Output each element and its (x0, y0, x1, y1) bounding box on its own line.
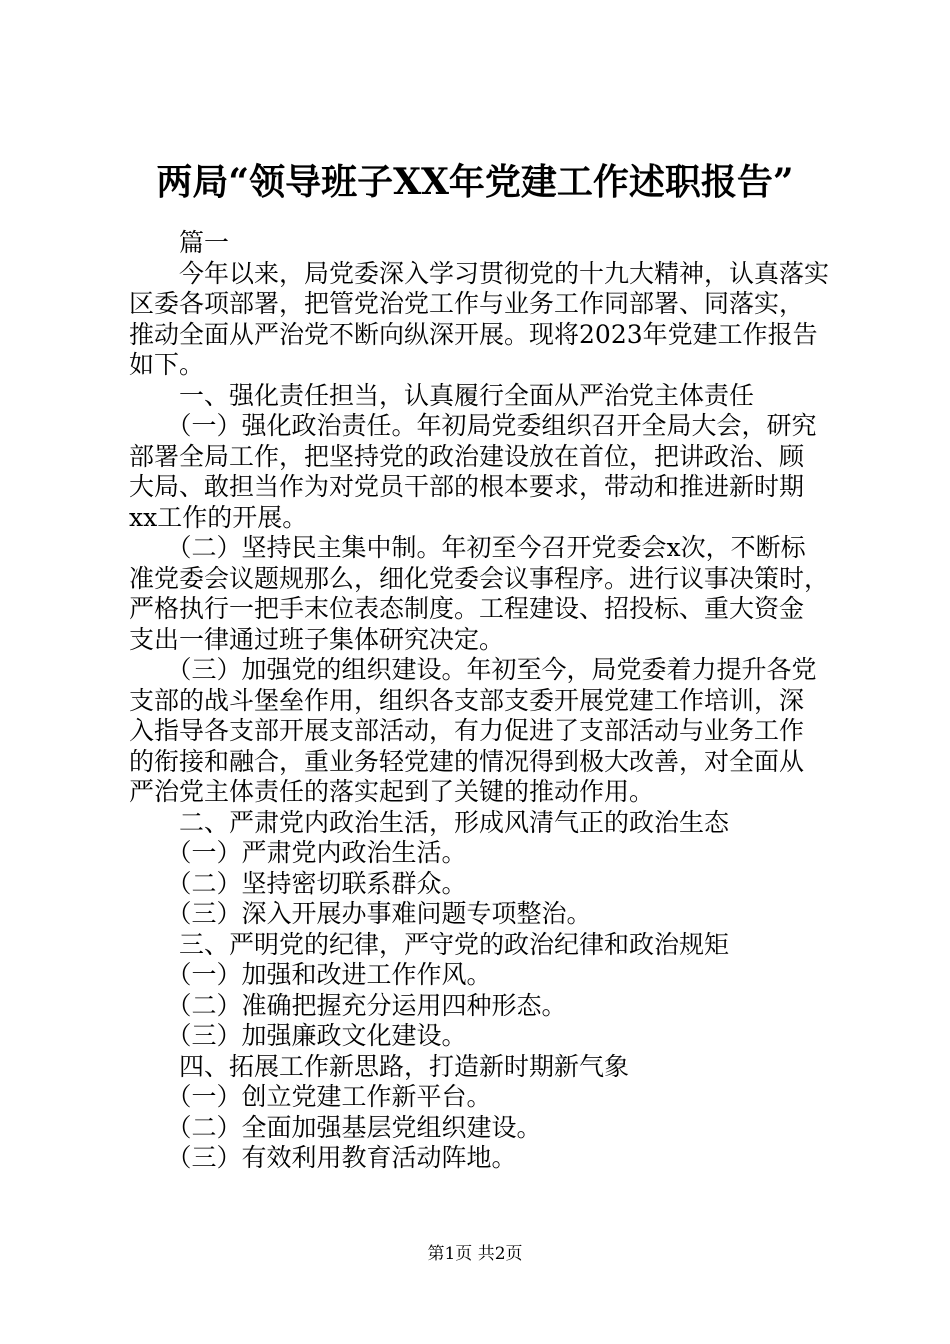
section-heading: 一、强化责任担当，认真履行全面从严治党主体责任 (129, 380, 755, 410)
list-item: （三）深入开展办事难问题专项整治。 (129, 899, 592, 928)
paragraph-line: （一）强化政治责任。年初局党委组织召开全局大会，研究 (129, 411, 817, 440)
list-item: （三）有效利用教育活动阵地。 (129, 1143, 517, 1172)
document-title: 两局“领导班子XX年党建工作述职报告” (156, 161, 794, 203)
paragraph-line: 准党委会议题规那么，细化党委会议事程序。进行议事决策时， (129, 563, 830, 593)
list-item: （三）加强廉政文化建设。 (129, 1021, 467, 1050)
paragraph-line: 严治党主体责任的落实起到了关键的推动作用。 (129, 777, 655, 806)
list-item: （二）准确把握充分运用四种形态。 (129, 990, 567, 1020)
paragraph-line: 支出一律通过班子集体研究决定。 (129, 624, 505, 654)
list-item: （二）全面加强基层党组织建设。 (129, 1112, 542, 1142)
list-item: （一）创立党建工作新平台。 (129, 1082, 492, 1111)
paragraph-line: 大局、敢担当作为对党员干部的根本要求，带动和推进新时期 (129, 472, 805, 501)
page-number: 第1页 共2页 (427, 1244, 523, 1264)
paragraph-line: 推动全面从严治党不断向纵深开展。现将2023年党建工作报告 (129, 319, 818, 349)
document-body (129, 228, 835, 1174)
list-item: （一）加强和改进工作作风。 (129, 960, 492, 989)
paragraph-line: 严格执行一把手末位表态制度。工程建设、招投标、重大资金 (129, 594, 805, 623)
paragraph-line: （三）加强党的组织建设。年初至今，局党委着力提升各党 (129, 655, 817, 684)
paragraph-line: 的衔接和融合，重业务轻党建的情况得到极大改善，对全面从 (129, 746, 805, 776)
section-heading: 四、拓展工作新思路，打造新时期新气象 (129, 1051, 630, 1081)
paragraph-line: 支部的战斗堡垒作用，组织各支部支委开展党建工作培训，深 (129, 685, 805, 715)
section-label: 篇一 (129, 228, 230, 257)
paragraph-line: （二）坚持民主集中制。年初至今召开党委会x次，不断标 (129, 533, 806, 562)
section-heading: 二、严肃党内政治生活，形成风清气正的政治生态 (129, 807, 730, 837)
paragraph-line: 入指导各支部开展支部活动，有力促进了支部活动与业务工作 (129, 716, 805, 745)
paragraph-line: 部署全局工作，把坚持党的政治建设放在首位，把讲政治、顾 (129, 441, 805, 471)
section-heading: 三、严明党的纪律，严守党的政治纪律和政治规矩 (129, 929, 730, 959)
paragraph-line: 区委各项部署，把管党治党工作与业务工作同部署、同落实， (129, 289, 805, 318)
list-item: （二）坚持密切联系群众。 (129, 868, 467, 898)
paragraph-line: xx工作的开展。 (129, 502, 308, 532)
list-item: （一）严肃党内政治生活。 (129, 838, 467, 867)
paragraph-line: 如下。 (129, 350, 205, 379)
paragraph-line: 今年以来，局党委深入学习贯彻党的十九大精神，认真落实 (129, 258, 830, 288)
